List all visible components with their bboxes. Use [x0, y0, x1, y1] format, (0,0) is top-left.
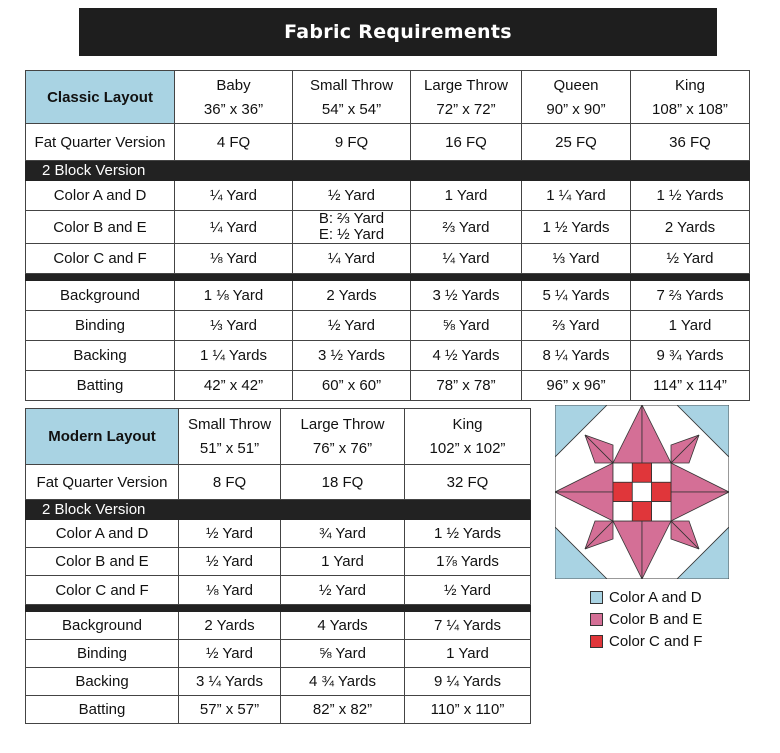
row-label: Color B and E [26, 211, 175, 244]
table-row [26, 640, 531, 668]
table-row [26, 181, 750, 211]
table-cell: ⅛ Yard [175, 244, 293, 274]
table-row [26, 548, 531, 576]
section-bar [26, 161, 750, 181]
table-cell: ⅛ Yard [179, 576, 281, 605]
size-header: Large Throw 72” x 72” [411, 71, 522, 124]
table-cell: 42” x 42” [175, 371, 293, 401]
layout-label: Classic Layout [26, 71, 175, 124]
section-label: 2 Block Version [26, 500, 179, 520]
size-header: King 108” x 108” [631, 71, 750, 124]
table-cell: 3 ½ Yards [411, 281, 522, 311]
table-cell: 1 Yard [281, 548, 405, 576]
table-cell: B: ⅔ Yard E: ½ Yard [293, 211, 411, 244]
table-cell: 8 FQ [179, 465, 281, 500]
table-cell: ¼ Yard [293, 244, 411, 274]
section-label: 2 Block Version [26, 161, 175, 181]
table-cell: 4 Yards [281, 612, 405, 640]
table-cell: ⅓ Yard [175, 311, 293, 341]
table-cell: ½ Yard [293, 311, 411, 341]
table-row [26, 281, 750, 311]
table-cell: 9 FQ [293, 124, 411, 161]
table-cell: 96” x 96” [522, 371, 631, 401]
table-cell: 36 FQ [631, 124, 750, 161]
row-label: Color C and F [26, 244, 175, 274]
table-row [26, 465, 531, 500]
row-label: Binding [26, 311, 175, 341]
row-label: Color A and D [26, 520, 179, 548]
classic-layout-table [25, 70, 750, 401]
table-cell: 1 ½ Yards [405, 520, 531, 548]
table-cell: 1 ¼ Yards [175, 341, 293, 371]
table-row [26, 668, 531, 696]
separator-bar [26, 274, 750, 281]
table-cell: 8 ¼ Yards [522, 341, 631, 371]
table-cell: 4 ½ Yards [411, 341, 522, 371]
table-cell: 7 ¼ Yards [405, 612, 531, 640]
size-header: Small Throw 54” x 54” [293, 71, 411, 124]
table-row [26, 244, 750, 274]
page-title: Fabric Requirements [79, 8, 717, 56]
legend-label: Color C and F [609, 632, 703, 650]
size-header: Small Throw 51” x 51” [179, 409, 281, 465]
table-cell: ¼ Yard [175, 211, 293, 244]
row-label: Color B and E [26, 548, 179, 576]
row-label: Fat Quarter Version [26, 465, 179, 500]
table-cell: 1 ⅛ Yard [175, 281, 293, 311]
legend-label: Color A and D [609, 588, 702, 606]
table-row [26, 696, 531, 724]
table-cell: 2 Yards [179, 612, 281, 640]
table-cell: ½ Yard [631, 244, 750, 274]
table-cell: ½ Yard [179, 548, 281, 576]
section-bar [26, 500, 531, 520]
table-cell: ½ Yard [179, 520, 281, 548]
row-label: Backing [26, 341, 175, 371]
table-cell: 1⅞ Yards [405, 548, 531, 576]
table-header-row [26, 409, 531, 465]
table-cell: ¾ Yard [281, 520, 405, 548]
table-row [26, 371, 750, 401]
row-label: Batting [26, 696, 179, 724]
row-label: Binding [26, 640, 179, 668]
table-row [26, 341, 750, 371]
table-cell: 4 ¾ Yards [281, 668, 405, 696]
table-cell: 25 FQ [522, 124, 631, 161]
table-cell: ¼ Yard [175, 181, 293, 211]
center-nine-patch [613, 463, 671, 521]
row-label: Color C and F [26, 576, 179, 605]
table-cell: 1 ½ Yards [522, 211, 631, 244]
table-cell: ⅔ Yard [522, 311, 631, 341]
legend-item [590, 586, 702, 608]
table-cell: 2 Yards [293, 281, 411, 311]
table-row [26, 311, 750, 341]
table-cell: 1 Yard [405, 640, 531, 668]
table-cell: ½ Yard [179, 640, 281, 668]
layout-label: Modern Layout [26, 409, 179, 465]
table-cell: 3 ½ Yards [293, 341, 411, 371]
table-cell: 114” x 114” [631, 371, 750, 401]
legend-swatch [590, 613, 603, 626]
table-cell: 1 ¼ Yard [522, 181, 631, 211]
table-cell: 2 Yards [631, 211, 750, 244]
quilt-block-diagram [555, 405, 729, 579]
table-cell: ⅝ Yard [411, 311, 522, 341]
table-row [26, 124, 750, 161]
table-cell: ⅝ Yard [281, 640, 405, 668]
table-row [26, 520, 531, 548]
table-cell: 1 ½ Yards [631, 181, 750, 211]
table-row [26, 211, 750, 244]
legend-label: Color B and E [609, 610, 703, 628]
table-header-row [26, 71, 750, 124]
table-cell: ⅔ Yard [411, 211, 522, 244]
legend-swatch [590, 591, 603, 604]
row-label: Background [26, 281, 175, 311]
table-row [26, 576, 531, 605]
modern-layout-table [25, 408, 531, 724]
table-cell: ½ Yard [405, 576, 531, 605]
legend-item [590, 630, 702, 652]
table-cell: 5 ¼ Yards [522, 281, 631, 311]
table-cell: 1 Yard [631, 311, 750, 341]
table-cell: 9 ¼ Yards [405, 668, 531, 696]
legend-item [590, 608, 702, 630]
size-header: Large Throw 76” x 76” [281, 409, 405, 465]
table-cell: 18 FQ [281, 465, 405, 500]
table-cell: ⅓ Yard [522, 244, 631, 274]
row-label: Backing [26, 668, 179, 696]
table-cell: 16 FQ [411, 124, 522, 161]
table-cell: 60” x 60” [293, 371, 411, 401]
table-cell: ½ Yard [293, 181, 411, 211]
table-cell: 78” x 78” [411, 371, 522, 401]
table-cell: ½ Yard [281, 576, 405, 605]
table-cell: 4 FQ [175, 124, 293, 161]
table-cell: 9 ¾ Yards [631, 341, 750, 371]
row-label: Color A and D [26, 181, 175, 211]
size-header: King 102” x 102” [405, 409, 531, 465]
table-cell: ¼ Yard [411, 244, 522, 274]
table-row [26, 612, 531, 640]
table-cell: 7 ⅔ Yards [631, 281, 750, 311]
size-header: Baby 36” x 36” [175, 71, 293, 124]
row-label: Fat Quarter Version [26, 124, 175, 161]
table-cell: 32 FQ [405, 465, 531, 500]
row-label: Batting [26, 371, 175, 401]
table-cell: 82” x 82” [281, 696, 405, 724]
legend-swatch [590, 635, 603, 648]
table-cell: 110” x 110” [405, 696, 531, 724]
row-label: Background [26, 612, 179, 640]
table-cell: 1 Yard [411, 181, 522, 211]
table-cell: 57” x 57” [179, 696, 281, 724]
table-cell: 3 ¼ Yards [179, 668, 281, 696]
color-legend [590, 586, 702, 652]
size-header: Queen 90” x 90” [522, 71, 631, 124]
separator-bar [26, 605, 531, 612]
